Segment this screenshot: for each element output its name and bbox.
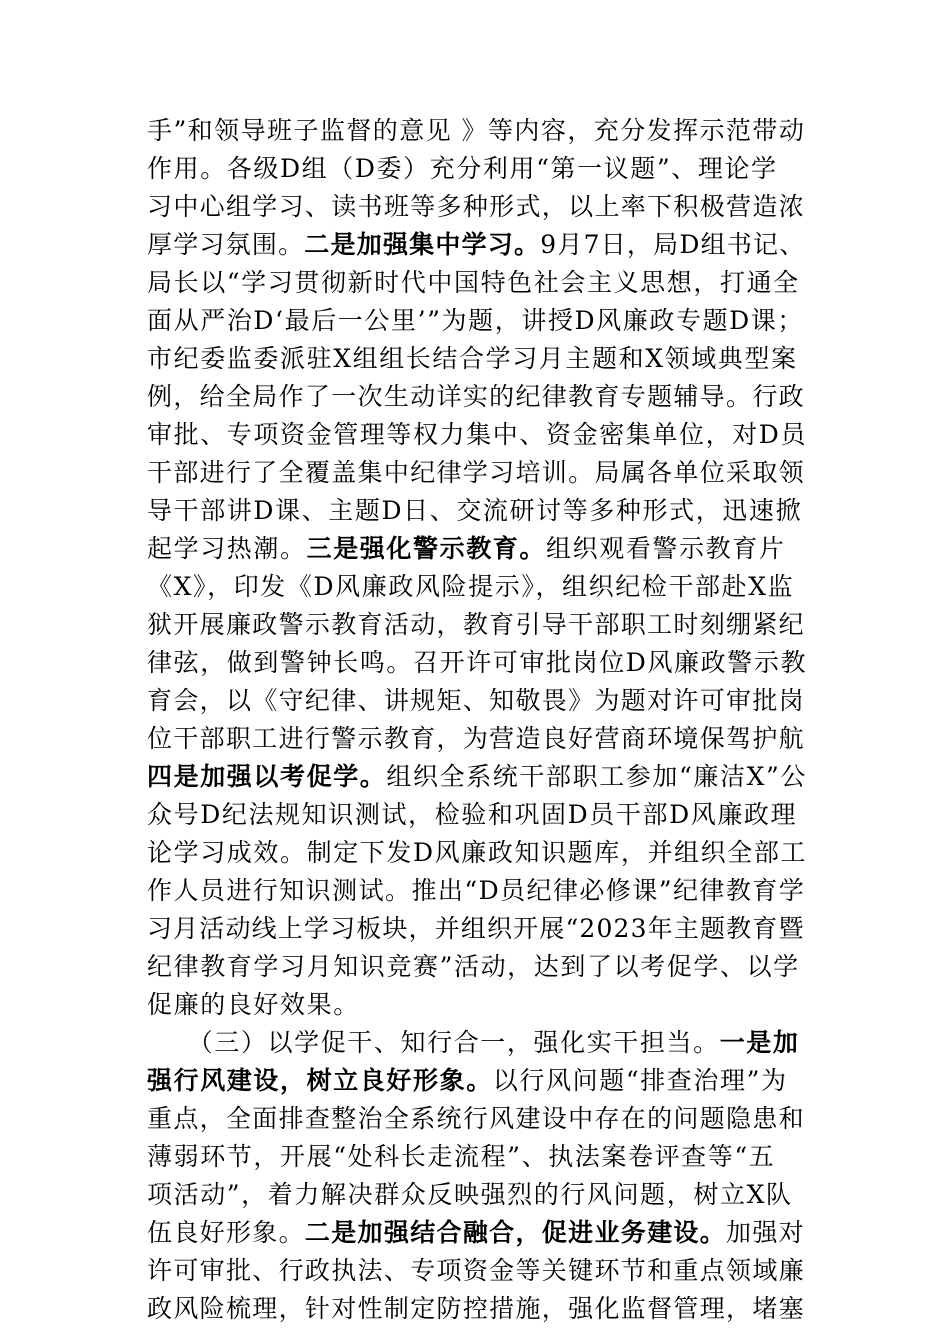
text-run: 习中心组学习、读书班等多种形式，以上率下积极营造浓 xyxy=(147,192,806,221)
text-run: 薄弱环节，开展“处科长走流程”、执法案卷评查等“五 xyxy=(147,1142,776,1171)
text-line xyxy=(147,340,807,378)
text-line xyxy=(147,758,807,796)
text-run: 手”和领导班子监督的意见 》等内容，充分发挥示范带动 xyxy=(147,116,806,145)
bold-heading-run: 四是加强以考促学。 xyxy=(147,762,387,791)
text-line xyxy=(147,606,807,644)
text-run: 众号D纪法规知识测试，检验和巩固D员干部D风廉政理 xyxy=(147,800,798,829)
text-run: 育会，以《守纪律、讲规矩、知敬畏》为题对许可审批岗 xyxy=(147,686,806,715)
text-run: 政风险梳理，针对性制定防控措施，强化监督管理，堵塞 xyxy=(147,1294,806,1323)
text-line xyxy=(147,796,807,834)
text-run: 干部进行了全覆盖集中纪律学习培训。局属各单位采取领 xyxy=(147,458,806,487)
text-line xyxy=(147,188,807,226)
text-line xyxy=(147,1062,807,1100)
text-run: 《X》，印发《D风廉政风险提示》，组织纪检干部赴X监 xyxy=(147,572,795,601)
text-line xyxy=(147,264,807,302)
text-run: 律弦，做到警钟长鸣。召开许可审批岗位D风廉政警示教 xyxy=(147,648,807,677)
text-run: 局长以“学习贯彻新时代中国特色社会主义思想，打通全 xyxy=(147,268,800,297)
text-line xyxy=(147,1024,807,1062)
text-run: 加强对 xyxy=(726,1218,806,1247)
text-run: 伍良好形象。 xyxy=(147,1218,305,1247)
text-run: 纪律教育学习月知识竞赛”活动，达到了以考促学、以学 xyxy=(147,952,800,981)
text-line xyxy=(147,986,807,1024)
text-run: 位干部职工进行警示教育，为营造良好营商环境保驾护航 xyxy=(147,724,806,753)
text-run: 狱开展廉政警示教育活动，教育引导干部职工时刻绷紧纪 xyxy=(147,610,806,639)
text-line xyxy=(147,682,807,720)
text-line xyxy=(147,910,807,948)
bold-heading-run: 二是加强集中学习。 xyxy=(304,230,541,259)
text-run: 面从严治D‘最后一公里’”为题，讲授D风廉政专题D课； xyxy=(147,306,805,335)
text-line xyxy=(147,568,807,606)
text-run: 组织观看警示教育片 xyxy=(546,534,786,563)
text-run: （三）以学促干、知行合一，强化实干担当。 xyxy=(147,1028,720,1057)
text-line xyxy=(147,530,807,568)
text-run: 组织全系统干部职工参加“廉洁X”公 xyxy=(386,762,807,791)
text-line xyxy=(147,834,807,872)
text-line xyxy=(147,644,807,682)
text-line xyxy=(147,1214,807,1252)
text-line xyxy=(147,492,807,530)
text-run: 论学习成效。制定下发D风廉政知识题库，并组织全部工 xyxy=(147,838,807,867)
text-run: 习月活动线上学习板块，并组织开展“2023年主题教育暨 xyxy=(147,914,805,943)
bold-heading-run: 二是加强结合融合，促进业务建设。 xyxy=(304,1218,727,1247)
text-run: 促廉的良好效果。 xyxy=(147,990,360,1019)
text-run: 厚学习氛围。 xyxy=(147,230,305,259)
text-line xyxy=(147,872,807,910)
text-run: 许可审批、行政执法、专项资金等关键环节和重点领域廉 xyxy=(147,1256,806,1285)
text-line xyxy=(147,1176,807,1214)
text-run: 项活动”，着力解决群众反映强烈的行风问题，树立X队 xyxy=(147,1180,793,1209)
text-line xyxy=(147,1290,807,1328)
text-run: 作用。各级D组（D委）充分利用“第一议题”、理论学 xyxy=(147,154,778,183)
text-run: 市纪委监委派驻X组组长结合学习月主题和X领域典型案 xyxy=(147,344,798,373)
bold-heading-run: 三是强化警示教育。 xyxy=(306,534,547,563)
text-run: 导干部讲D课、主题D日、交流研讨等多种形式，迅速掀 xyxy=(147,496,803,525)
text-line xyxy=(147,1100,807,1138)
text-line xyxy=(147,150,807,188)
text-run: 作人员进行知识测试。推出“D员纪律必修课”纪律教育学 xyxy=(147,876,806,905)
text-line xyxy=(147,416,807,454)
body-text xyxy=(147,112,807,1328)
text-line xyxy=(147,454,807,492)
text-run: 9月7日，局D组书记、 xyxy=(540,230,806,259)
text-line xyxy=(147,112,807,150)
text-line xyxy=(147,720,807,758)
text-run: 起学习热潮。 xyxy=(147,534,307,563)
text-run: 审批、专项资金管理等权力集中、资金密集单位，对D员 xyxy=(147,420,807,449)
text-line xyxy=(147,302,807,340)
text-run: 以行风问题“排查治理”为 xyxy=(492,1066,788,1095)
text-run: 重点，全面排查整治全系统行风建设中存在的问题隐患和 xyxy=(147,1104,806,1133)
text-line xyxy=(147,1252,807,1290)
text-line xyxy=(147,948,807,986)
text-run: 例，给全局作了一次生动详实的纪律教育专题辅导。行政 xyxy=(147,382,806,411)
bold-heading-run: 强行风建设，树立良好形象。 xyxy=(147,1066,493,1095)
text-line xyxy=(147,378,807,416)
text-line xyxy=(147,226,807,264)
bold-heading-run: 一是加 xyxy=(719,1028,800,1057)
text-line xyxy=(147,1138,807,1176)
